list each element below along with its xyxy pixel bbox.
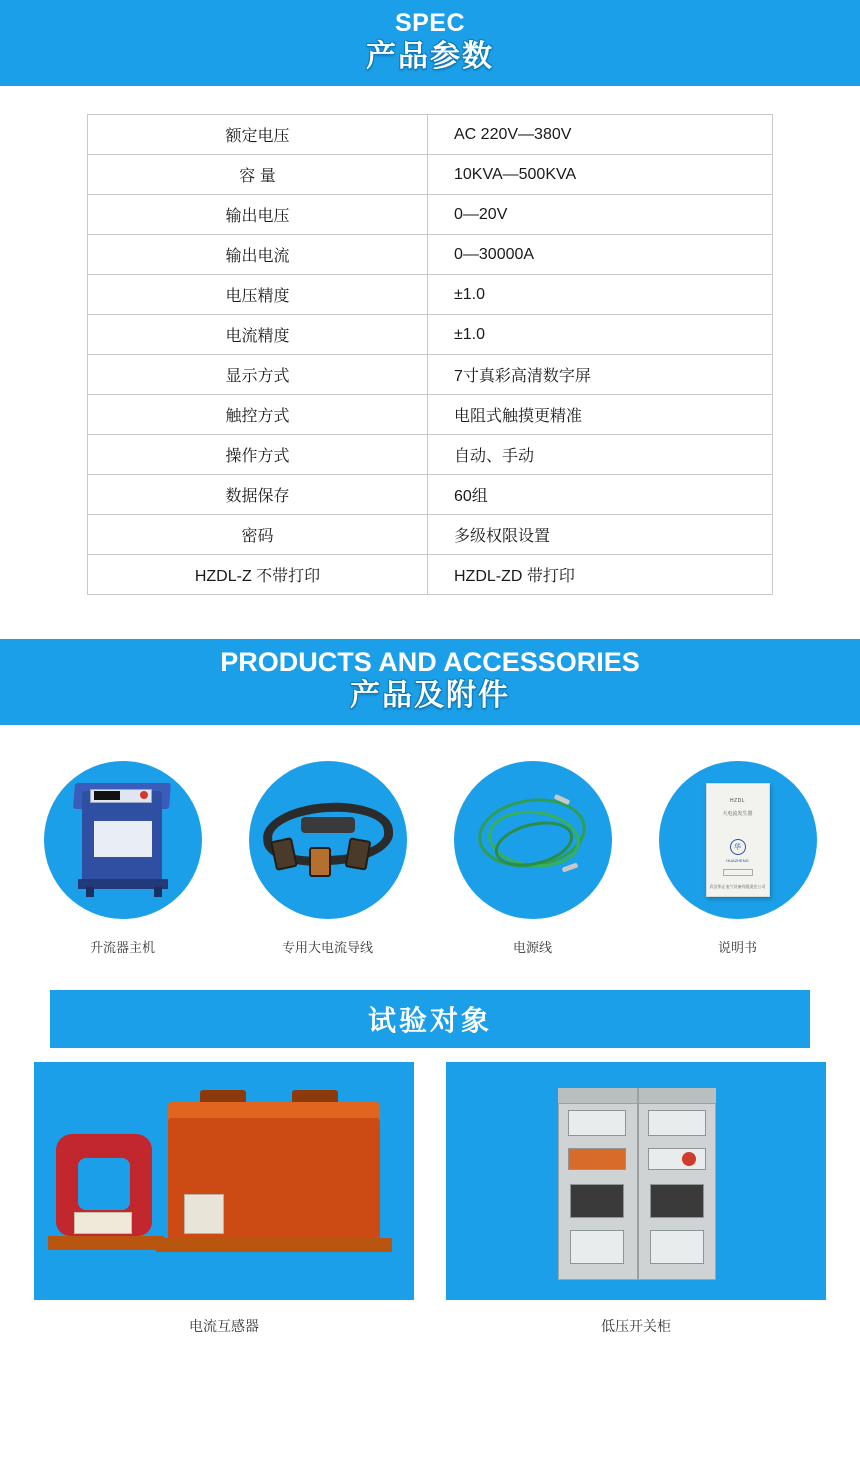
ct-ring-base [48,1236,164,1250]
table-row [88,315,773,355]
table-row [88,395,773,435]
table-row [88,195,773,235]
spec-value: 自动、手动 [428,435,773,475]
manual-subtitle: 大电流发生器 [722,811,753,817]
switchgear-meter [648,1110,706,1136]
list-item [235,761,420,956]
list-item [34,1062,414,1336]
machine-foot [154,887,162,897]
table-row [88,515,773,555]
spec-value: 7寸真彩高清数字屏 [428,355,773,395]
spec-key: 电流精度 [88,315,428,355]
spec-key: 显示方式 [88,355,428,395]
switchgear-meter [568,1110,626,1136]
accessories-banner-english: PRODUCTS AND ACCESSORIES [220,647,640,677]
ct-ring-aperture [78,1158,130,1210]
test-object-list [34,1062,826,1336]
machine-icon [44,761,202,919]
table-row [88,275,773,315]
spec-value: AC 220V—380V [428,115,773,155]
spec-banner-chinese: 产品参数 [366,40,494,73]
spec-key: 额定电压 [88,115,428,155]
machine-foot [86,887,94,897]
test-object-caption: 电流互感器 [189,1318,259,1334]
switchgear-divider [637,1088,639,1280]
manual-icon [659,761,817,919]
table-row [88,555,773,595]
machine-display-icon [94,791,120,800]
spec-key: 密码 [88,515,428,555]
spec-value: 10KVA—500KVA [428,155,773,195]
spec-key: 触控方式 [88,395,428,435]
power-cord-icon [454,761,612,919]
manual-brand: HUAZHENG [726,858,749,863]
switchgear-icon [446,1062,826,1300]
ct-base [156,1238,392,1252]
spec-value: 电阻式触摸更精准 [428,395,773,435]
list-item [440,761,625,956]
cable-icon [249,761,407,919]
ct-terminal-box [184,1194,224,1234]
accessory-caption: 说明书 [717,940,757,955]
machine-led-icon [140,791,148,799]
wire-terminal [561,862,578,872]
ct-nameplate [74,1212,132,1234]
switchgear-panel-door [570,1230,624,1264]
spec-value: 0—20V [428,195,773,235]
table-row [88,355,773,395]
spec-key: 数据保存 [88,475,428,515]
table-row [88,435,773,475]
switchgear-meter [648,1148,706,1170]
spec-value: ±1.0 [428,315,773,355]
switchgear-panel-door [650,1184,704,1218]
cable-clip [301,817,355,833]
table-row [88,475,773,515]
table-row [88,115,773,155]
spec-table-wrapper [0,86,860,595]
spec-value: 60组 [428,475,773,515]
table-row [88,235,773,275]
list-item [446,1062,826,1336]
spec-key: 输出电压 [88,195,428,235]
accessories-banner-chinese: 产品及附件 [350,679,510,712]
spec-section-banner [0,0,860,86]
list-item [645,761,830,956]
accessory-caption: 电源线 [512,940,552,955]
current-transformer-icon [34,1062,414,1300]
spec-value: 0—30000A [428,235,773,275]
spec-banner-english: SPEC [394,9,466,37]
spec-key: HZDL-Z 不带打印 [88,555,428,595]
cable-copper-block [309,847,331,877]
spec-value: ±1.0 [428,275,773,315]
list-item [30,761,215,956]
switchgear-warning-light-icon [682,1152,696,1166]
switchgear-indicator [568,1148,626,1170]
spec-key: 输出电流 [88,235,428,275]
manual-footer: 武汉华正电气设备有限责任公司 [709,884,766,889]
test-object-caption: 低压开关柜 [601,1318,671,1334]
switchgear-panel-door [570,1184,624,1218]
spec-key: 电压精度 [88,275,428,315]
manual-model-box [723,869,753,876]
table-row [88,155,773,195]
accessory-caption: 升流器主机 [89,940,155,955]
accessories-section-banner [0,639,860,725]
accessories-list [0,725,860,956]
switchgear-panel-door [650,1230,704,1264]
spec-key: 容 量 [88,155,428,195]
manual-cover [706,783,770,897]
manual-title: HZDL [729,798,746,804]
accessory-caption: 专用大电流导线 [281,940,373,955]
spec-value: HZDL-ZD 带打印 [428,555,773,595]
cable-connector [344,837,371,870]
spec-key: 操作方式 [88,435,428,475]
spec-table [87,114,773,595]
spec-value: 多级权限设置 [428,515,773,555]
machine-window [92,819,154,859]
test-object-banner: 试验对象 [50,990,810,1048]
manual-logo-icon: 华 [730,839,746,855]
